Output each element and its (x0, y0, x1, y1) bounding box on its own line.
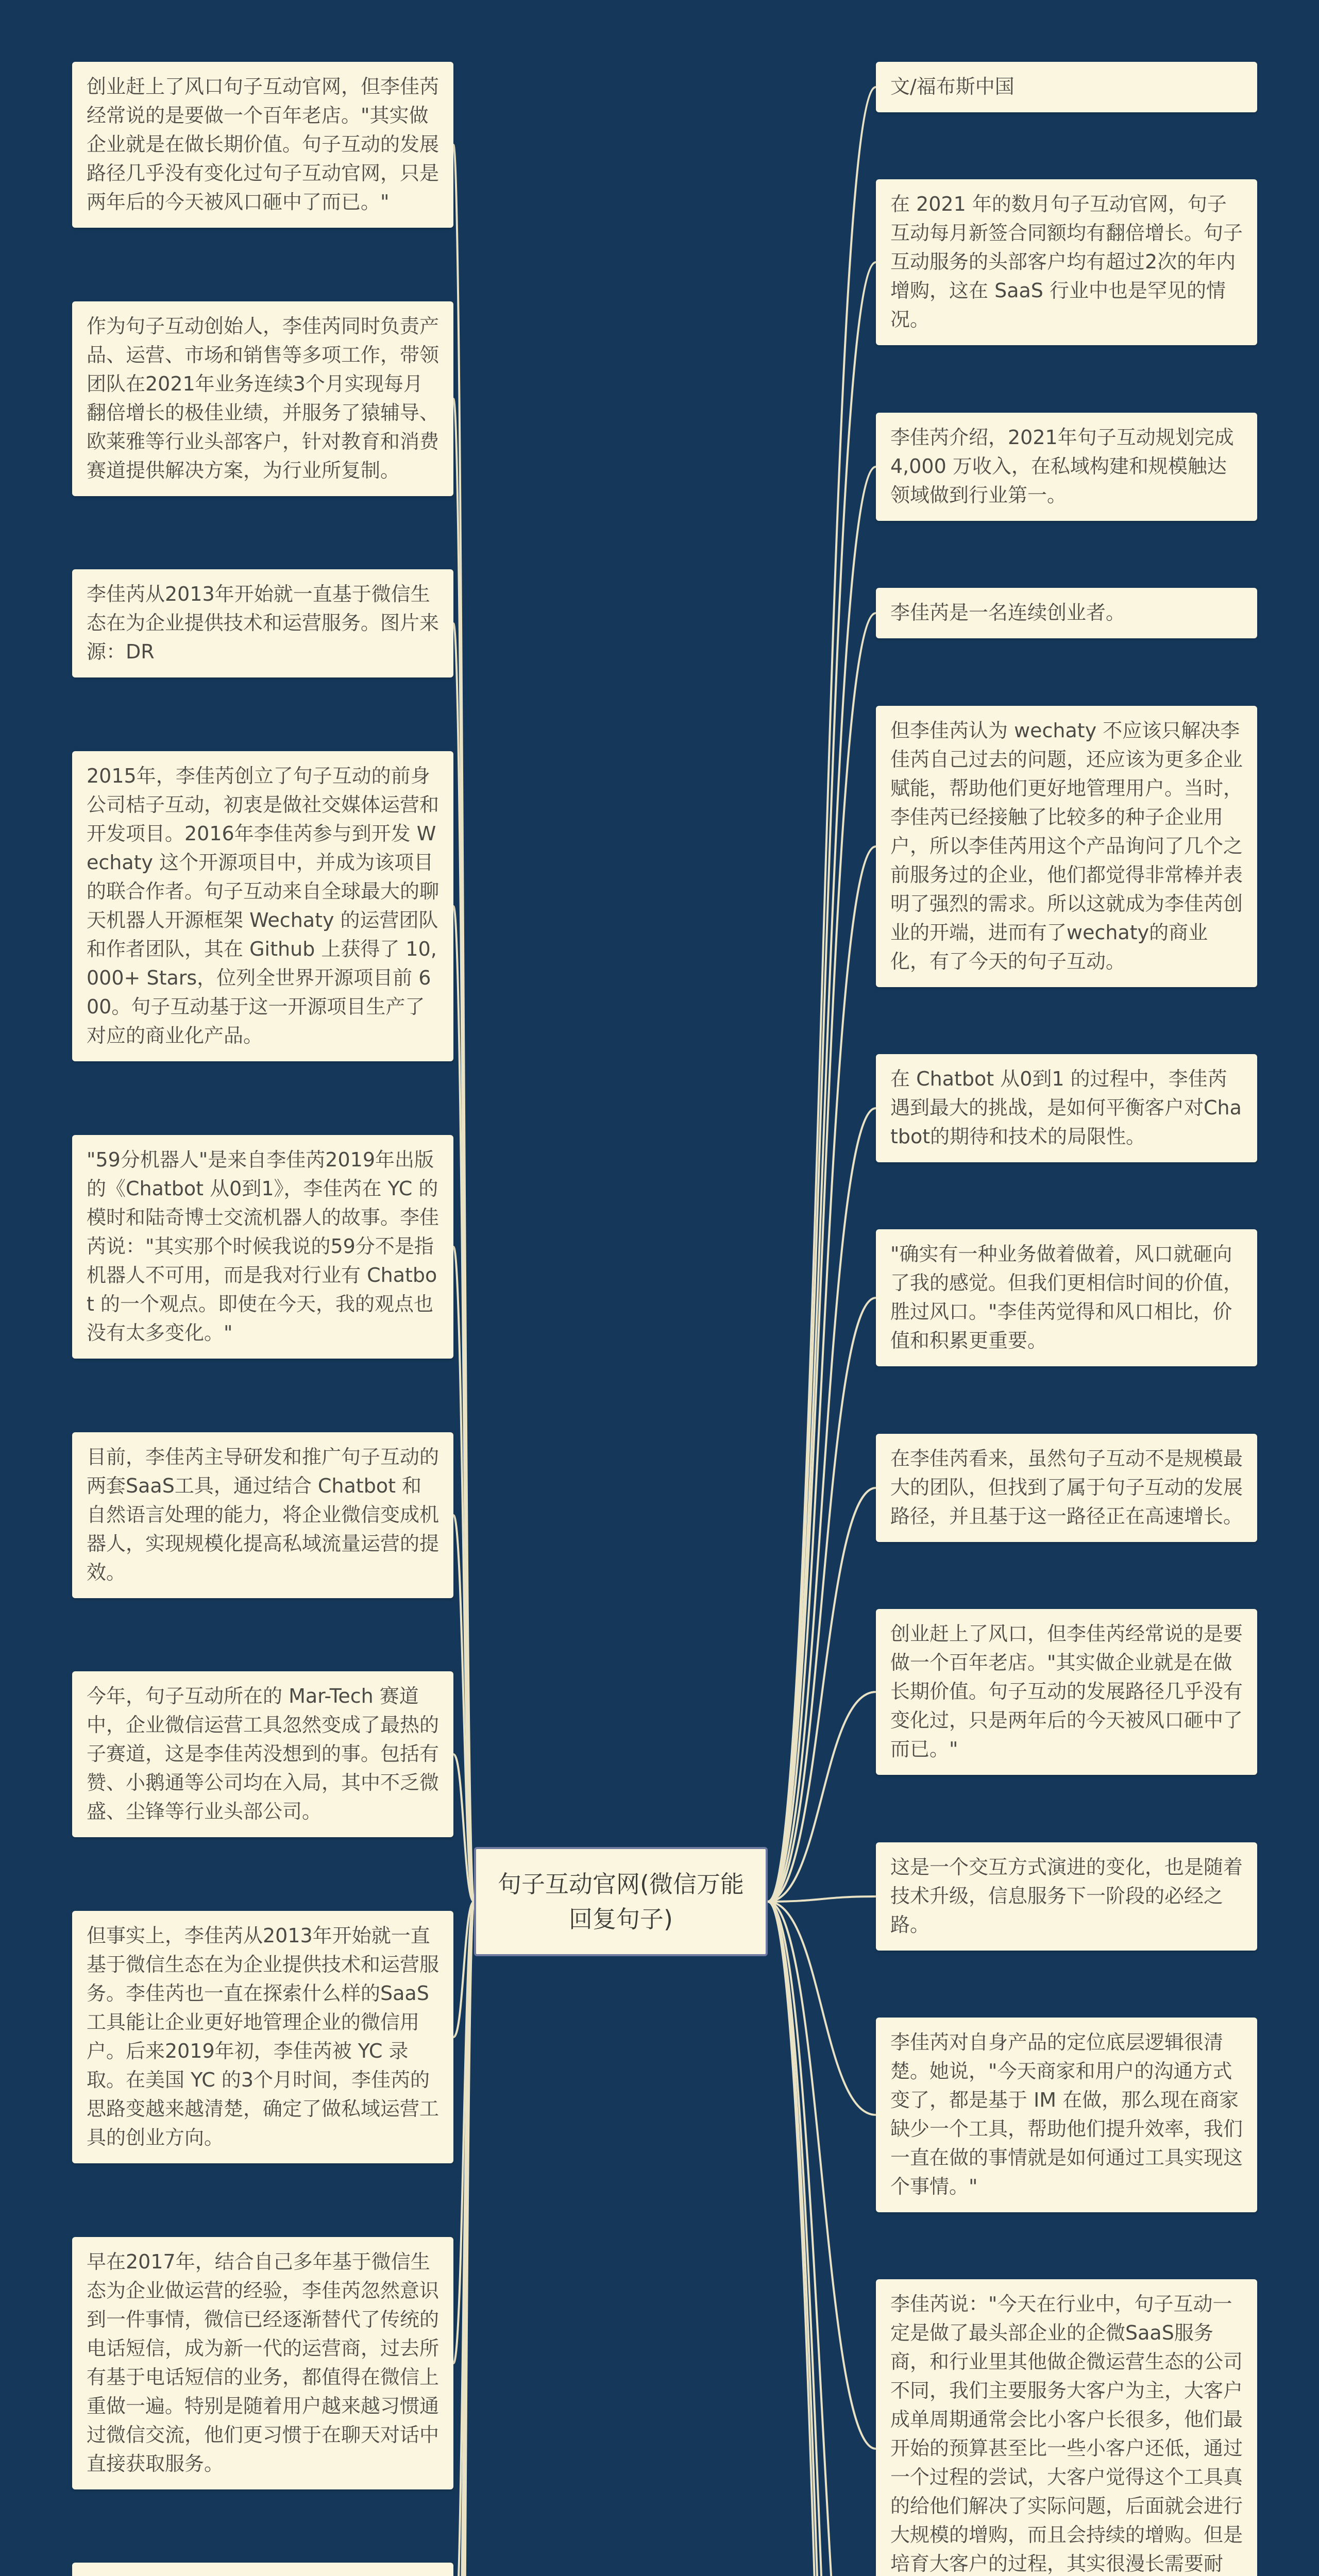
connector-line (453, 1902, 474, 2363)
connector-line (453, 399, 474, 1902)
connector-line (453, 1902, 474, 2576)
right-branch-card[interactable]: 这是一个交互方式演进的变化，也是随着技术升级，信息服务下一阶段的必经之路。 (876, 1842, 1257, 1951)
connector-line (768, 613, 876, 1902)
right-branch-card[interactable]: 李佳芮介绍，2021年句子互动规划完成 4,000 万收入，在私域构建和规模触达领域做到行业第一。 (876, 413, 1257, 521)
left-branch-card[interactable] (72, 2563, 453, 2576)
connector-line (453, 1902, 474, 2037)
connector-line (768, 1108, 876, 1902)
connector-line (768, 1902, 876, 2576)
connector-line (453, 1902, 474, 2576)
left-branch-card[interactable]: "59分机器人"是来自李佳芮2019年出版的《Chatbot 从0到1》，李佳芮在 YC 的模时和陆奇博士交流机器人的故事。李佳芮说："其实那个时候我说的59分不是指机器人不可用，而是我对行业有 Chatbot 的一个观点。即使在今天，我的观点也没有太多变化。" (72, 1135, 453, 1359)
connector-line (453, 1902, 474, 2576)
connector-line (453, 145, 474, 1902)
connector-line (768, 1896, 876, 1902)
right-branch-card[interactable]: "确实有一种业务做着做着，风口就砸向了我的感觉。但我们更相信时间的价值，胜过风口。"李佳芮觉得和风口相比，价值和积累更重要。 (876, 1229, 1257, 1366)
connector-line (453, 1902, 474, 2576)
right-branch-card[interactable]: 李佳芮是一名连续创业者。 (876, 588, 1257, 638)
connector-line (768, 1298, 876, 1902)
left-branch-card[interactable]: 今年，句子互动所在的 Mar-Tech 赛道中，企业微信运营工具忽然变成了最热的子赛道，这是李佳芮没想到的事。包括有赞、小鹅通等公司均在入局，其中不乏微盛、尘锋等行业头部公司。 (72, 1671, 453, 1837)
connector-line (768, 1488, 876, 1902)
right-branch-card[interactable]: 李佳芮对自身产品的定位底层逻辑很清楚。她说，"今天商家和用户的沟通方式变了，都是基于 IM 在做，那么现在商家缺少一个工具，帮助他们提升效率，我们一直在做的事情就是如何通过工具实现这个事情。" (876, 2018, 1257, 2212)
connector-line (768, 846, 876, 1902)
left-branch-card[interactable]: 李佳芮从2013年开始就一直基于微信生态在为企业提供技术和运营服务。图片来源：DR (72, 569, 453, 677)
connector-line (453, 1754, 474, 1902)
right-branch-card[interactable]: 在 2021 年的数月句子互动官网，句子互动每月新签合同额均有翻倍增长。句子互动服务的头部客户均有超过2次的年内增购，这在 SaaS 行业中也是罕见的情况。 (876, 179, 1257, 345)
right-branch-card[interactable]: 创业赶上了风口，但李佳芮经常说的是要做一个百年老店。"其实做企业就是在做长期价值。句子互动的发展路径几乎没有变化过，只是两年后的今天被风口砸中了而已。" (876, 1609, 1257, 1775)
right-branch-card[interactable]: 文/福布斯中国 (876, 62, 1257, 112)
connector-line (768, 262, 876, 1902)
left-branch-card[interactable]: 目前，李佳芮主导研发和推广句子互动的两套SaaS工具，通过结合 Chatbot 和自然语言处理的能力，将企业微信变成机器人，实现规模化提高私域流量运营的提效。 (72, 1432, 453, 1598)
connector-line (453, 906, 474, 1902)
right-branch-card[interactable]: 李佳芮说："今天在行业中，句子互动一定是做了最头部企业的企微SaaS服务商，和行业里其他做企微运营生态的公司不同，我们主要服务大客户为主，大客户成单周期通常会比小客户长很多，他们最开始的预算甚至比一些小客户还低，通过一个过程的尝试，大客户觉得这个工具真的给他们解决了实际问题，后面就会进行大规模的增购，而且会持续的增购。但是培育大客户的过程，其实很漫长需要耐 (876, 2279, 1257, 2576)
connector-line (453, 623, 474, 1902)
connector-line (768, 467, 876, 1902)
connector-line (453, 1515, 474, 1902)
connector-line (453, 1902, 474, 2576)
connector-line (768, 1902, 876, 2576)
connector-line (768, 1902, 876, 2449)
connector-line (768, 87, 876, 1902)
right-branch-card[interactable]: 但李佳芮认为 wechaty 不应该只解决李佳芮自己过去的问题，还应该为更多企业赋能，帮助他们更好地管理用户。当时，李佳芮已经接触了比较多的种子企业用户，所以李佳芮用这个产品询问了几个之前服务过的企业，他们都觉得非常棒并表明了强烈的需求。所以这就成为李佳芮创业的开端，进而有了wechaty的商业化，有了今天的句子互动。 (876, 706, 1257, 987)
connector-line (453, 1247, 474, 1902)
connector-line (768, 1902, 876, 2576)
right-branch-card[interactable]: 在 Chatbot 从0到1 的过程中，李佳芮遇到最大的挑战，是如何平衡客户对Chatbot的期待和技术的局限性。 (876, 1054, 1257, 1162)
left-branch-card[interactable]: 作为句子互动创始人，李佳芮同时负责产品、运营、市场和销售等多项工作，带领团队在2021年业务连续3个月实现每月翻倍增长的极佳业绩，并服务了猿辅导、欧莱雅等行业头部客户，针对教育和消费赛道提供解决方案，为行业所复制。 (72, 301, 453, 496)
right-branch-card[interactable]: 在李佳芮看来，虽然句子互动不是规模最大的团队，但找到了属于句子互动的发展路径，并且基于这一路径正在高速增长。 (876, 1434, 1257, 1542)
left-branch-card[interactable]: 创业赶上了风口句子互动官网，但李佳芮经常说的是要做一个百年老店。"其实做企业就是在做长期价值。句子互动的发展路径几乎没有变化过句子互动官网，只是两年后的今天被风口砸中了而已。" (72, 62, 453, 228)
left-branch-card[interactable]: 早在2017年，结合自己多年基于微信生态为企业做运营的经验，李佳芮忽然意识到一件事情，微信已经逐渐替代了传统的电话短信，成为新一代的运营商，过去所有基于电话短信的业务，都值得在微信上重做一遍。特别是随着用户越来越习惯通过微信交流，他们更习惯于在聊天对话中直接获取服务。 (72, 2237, 453, 2489)
left-branch-card[interactable]: 但事实上，李佳芮从2013年开始就一直基于微信生态在为企业提供技术和运营服务。李佳芮也一直在探索什么样的SaaS工具能让企业更好地管理企业的微信用户。后来2019年初，李佳芮被 YC 录取。在美国 YC 的3个月时间，李佳芮的思路变越来越清楚，确定了做私域运营工具的创业方向。 (72, 1911, 453, 2163)
left-branch-card[interactable]: 2015年，李佳芮创立了句子互动的前身公司桔子互动，初衷是做社交媒体运营和开发项目。2016年李佳芮参与到开发 Wechaty 这个开源项目中，并成为该项目的联合作者。句子互动来自全球最大的聊天机器人开源框架 Wechaty 的运营团队和作者团队，其在 Github 上获得了 10,000+ Stars，位列全世界开源项目前 600。句子互动基于这一开源项目生产了对应的商业化产品。 (72, 751, 453, 1061)
connector-line (768, 1902, 876, 2576)
central-topic[interactable]: 句子互动官网(微信万能回复句子) (474, 1847, 768, 1956)
connector-line (453, 1902, 474, 2576)
connector-line (768, 1692, 876, 1902)
connector-line (768, 1902, 876, 2115)
